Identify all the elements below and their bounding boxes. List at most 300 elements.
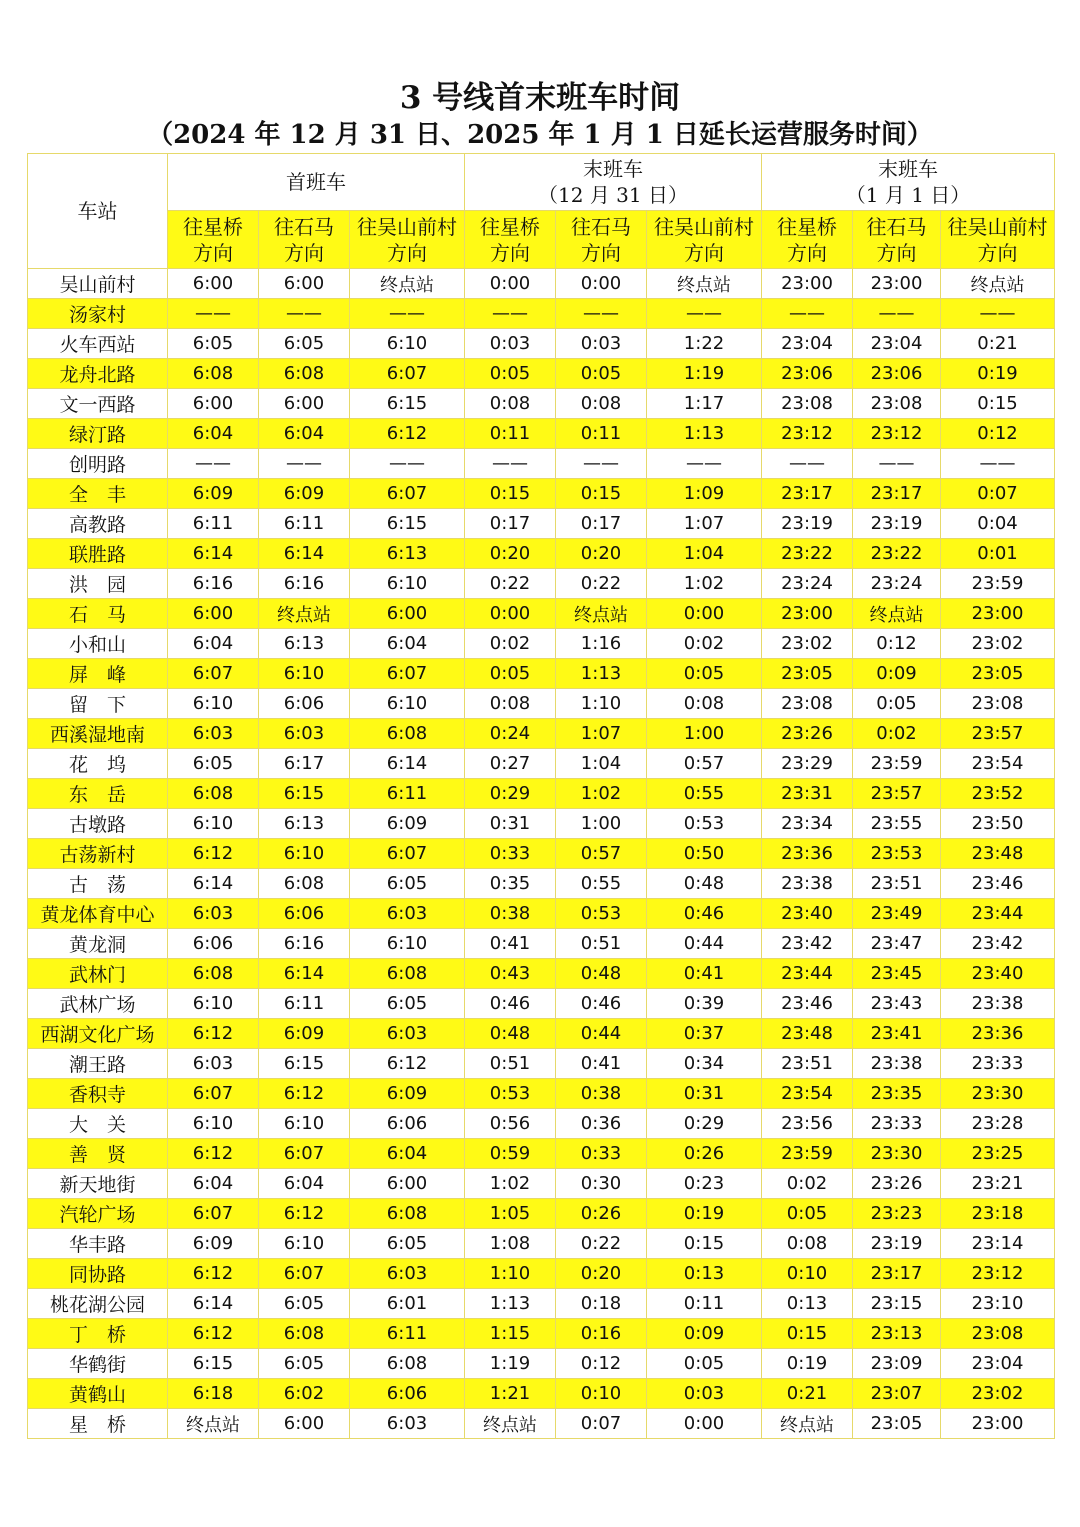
time-cell: 6:04: [350, 629, 465, 659]
time-cell: 终点站: [259, 599, 350, 629]
time-cell: 6:14: [168, 539, 259, 569]
time-cell: 0:02: [465, 629, 556, 659]
time-cell: 23:04: [853, 329, 941, 359]
time-cell: 0:03: [647, 1379, 762, 1409]
time-cell: 0:08: [465, 689, 556, 719]
time-cell: 0:05: [647, 1349, 762, 1379]
time-cell: 6:12: [350, 419, 465, 449]
station-name: 龙舟北路: [28, 359, 168, 389]
time-cell: 6:11: [168, 509, 259, 539]
time-cell: 6:00: [259, 269, 350, 299]
last-train-dec31-line2: （12 月 31 日）: [538, 183, 688, 207]
time-cell: ——: [259, 449, 350, 479]
time-cell: 6:02: [259, 1379, 350, 1409]
time-cell: 6:05: [350, 989, 465, 1019]
time-cell: 23:46: [762, 989, 853, 1019]
station-name: 武林门: [28, 959, 168, 989]
time-cell: 6:07: [259, 1139, 350, 1169]
time-cell: 6:09: [259, 1019, 350, 1049]
time-cell: 6:05: [168, 749, 259, 779]
time-cell: 0:08: [465, 389, 556, 419]
time-cell: 6:10: [168, 689, 259, 719]
table-row: [28, 329, 1055, 359]
time-cell: 0:16: [556, 1319, 647, 1349]
time-cell: 0:20: [465, 539, 556, 569]
time-cell: 0:01: [941, 539, 1055, 569]
time-cell: ——: [941, 449, 1055, 479]
time-cell: 23:08: [853, 389, 941, 419]
time-cell: 6:13: [259, 629, 350, 659]
time-cell: 1:19: [465, 1349, 556, 1379]
time-cell: 0:19: [647, 1199, 762, 1229]
time-cell: 1:19: [647, 359, 762, 389]
time-cell: 6:09: [168, 1229, 259, 1259]
time-cell: 6:07: [350, 839, 465, 869]
time-cell: 6:00: [168, 389, 259, 419]
time-cell: 23:00: [762, 599, 853, 629]
time-cell: 0:51: [465, 1049, 556, 1079]
time-cell: 6:16: [259, 569, 350, 599]
time-cell: ——: [853, 449, 941, 479]
time-cell: 23:51: [853, 869, 941, 899]
table-row: [28, 539, 1055, 569]
time-cell: 0:05: [465, 359, 556, 389]
time-cell: 23:10: [941, 1289, 1055, 1319]
time-cell: ——: [556, 449, 647, 479]
time-cell: 0:07: [556, 1409, 647, 1439]
time-cell: 0:41: [556, 1049, 647, 1079]
time-cell: 0:08: [647, 689, 762, 719]
table-row: [28, 1319, 1055, 1349]
time-cell: 0:05: [647, 659, 762, 689]
direction-label: 往星桥: [183, 214, 243, 239]
time-cell: 23:08: [941, 689, 1055, 719]
station-name: 留 下: [28, 689, 168, 719]
time-cell: 6:07: [350, 659, 465, 689]
station-name: 武林广场: [28, 989, 168, 1019]
table-row: [28, 1049, 1055, 1079]
time-cell: 6:17: [259, 749, 350, 779]
time-cell: 0:55: [647, 779, 762, 809]
time-cell: 1:22: [647, 329, 762, 359]
time-cell: 0:15: [556, 479, 647, 509]
time-cell: 23:30: [853, 1139, 941, 1169]
time-cell: 6:04: [350, 1139, 465, 1169]
time-cell: 23:26: [762, 719, 853, 749]
time-cell: 6:03: [168, 1049, 259, 1079]
time-cell: 1:21: [465, 1379, 556, 1409]
time-cell: 23:34: [762, 809, 853, 839]
time-cell: 23:30: [941, 1079, 1055, 1109]
station-name: 古 荡: [28, 869, 168, 899]
time-cell: 1:15: [465, 1319, 556, 1349]
table-row: [28, 1259, 1055, 1289]
table-row: [28, 1139, 1055, 1169]
station-name: 火车西站: [28, 329, 168, 359]
time-cell: 23:57: [853, 779, 941, 809]
time-cell: 23:22: [853, 539, 941, 569]
time-cell: ——: [647, 299, 762, 329]
time-cell: 0:56: [465, 1109, 556, 1139]
time-cell: 0:29: [465, 779, 556, 809]
time-cell: 6:12: [168, 1019, 259, 1049]
time-cell: ——: [647, 449, 762, 479]
time-cell: 0:53: [556, 899, 647, 929]
station-name: 联胜路: [28, 539, 168, 569]
time-cell: 6:11: [259, 989, 350, 1019]
time-cell: 1:02: [465, 1169, 556, 1199]
time-cell: 6:06: [350, 1379, 465, 1409]
time-cell: 23:05: [762, 659, 853, 689]
time-cell: 23:54: [941, 749, 1055, 779]
time-cell: 6:10: [259, 1229, 350, 1259]
page-title: 3 号线首末班车时间: [399, 80, 681, 116]
time-cell: 6:04: [168, 419, 259, 449]
time-cell: 终点站: [941, 269, 1055, 299]
time-cell: 0:33: [556, 1139, 647, 1169]
time-cell: 6:05: [259, 1289, 350, 1319]
time-cell: 0:03: [465, 329, 556, 359]
station-name: 黄鹤山: [28, 1379, 168, 1409]
time-cell: 0:09: [853, 659, 941, 689]
direction-header: [259, 211, 350, 269]
time-cell: 6:12: [168, 839, 259, 869]
time-cell: 6:00: [259, 1409, 350, 1439]
table-row: [28, 509, 1055, 539]
time-cell: 0:51: [556, 929, 647, 959]
time-cell: 23:48: [941, 839, 1055, 869]
direction-suffix: 方向: [284, 240, 324, 265]
time-cell: 1:10: [465, 1259, 556, 1289]
table-row: [28, 569, 1055, 599]
time-cell: 23:48: [762, 1019, 853, 1049]
table-row: [28, 989, 1055, 1019]
time-cell: 23:53: [853, 839, 941, 869]
time-cell: 终点站: [465, 1409, 556, 1439]
time-cell: 6:14: [168, 1289, 259, 1319]
direction-header-row: [28, 211, 1055, 269]
time-cell: 0:18: [556, 1289, 647, 1319]
table-row: [28, 719, 1055, 749]
time-cell: 0:36: [556, 1109, 647, 1139]
time-cell: ——: [168, 299, 259, 329]
time-cell: ——: [465, 449, 556, 479]
time-cell: 0:22: [465, 569, 556, 599]
time-cell: 0:13: [647, 1259, 762, 1289]
time-cell: 23:33: [853, 1109, 941, 1139]
table-row: [28, 899, 1055, 929]
time-cell: 0:04: [941, 509, 1055, 539]
time-cell: 23:51: [762, 1049, 853, 1079]
time-cell: 23:38: [762, 869, 853, 899]
time-cell: 6:15: [168, 1349, 259, 1379]
time-cell: 0:39: [647, 989, 762, 1019]
time-cell: 0:57: [647, 749, 762, 779]
time-cell: 0:11: [647, 1289, 762, 1319]
table-row: [28, 1229, 1055, 1259]
time-cell: 23:15: [853, 1289, 941, 1319]
time-cell: 23:56: [762, 1109, 853, 1139]
time-cell: 6:08: [168, 359, 259, 389]
station-name: 桃花湖公园: [28, 1289, 168, 1319]
time-cell: ——: [259, 299, 350, 329]
time-cell: 0:10: [556, 1379, 647, 1409]
time-cell: 0:15: [647, 1229, 762, 1259]
direction-header: [941, 211, 1055, 269]
time-cell: 6:06: [259, 899, 350, 929]
time-cell: 0:48: [556, 959, 647, 989]
station-name: 洪 园: [28, 569, 168, 599]
time-cell: 6:05: [350, 1229, 465, 1259]
direction-label: 往吴山前村: [947, 214, 1048, 239]
direction-header: [350, 211, 465, 269]
time-cell: ——: [762, 449, 853, 479]
time-cell: 终点站: [556, 599, 647, 629]
time-cell: 0:20: [556, 1259, 647, 1289]
station-name: 西湖文化广场: [28, 1019, 168, 1049]
time-cell: 23:19: [762, 509, 853, 539]
time-cell: 0:26: [556, 1199, 647, 1229]
table-row: [28, 809, 1055, 839]
time-cell: 0:05: [556, 359, 647, 389]
time-cell: 6:16: [259, 929, 350, 959]
table-row: [28, 629, 1055, 659]
table-row: [28, 1199, 1055, 1229]
time-cell: 6:00: [168, 599, 259, 629]
time-cell: 6:09: [168, 479, 259, 509]
time-cell: 6:08: [350, 1349, 465, 1379]
time-cell: 23:38: [941, 989, 1055, 1019]
table-row: [28, 389, 1055, 419]
time-cell: 1:07: [647, 509, 762, 539]
time-cell: 23:38: [853, 1049, 941, 1079]
time-cell: 23:17: [853, 479, 941, 509]
time-cell: 6:10: [259, 839, 350, 869]
time-cell: 0:53: [647, 809, 762, 839]
time-cell: 0:00: [647, 599, 762, 629]
time-cell: 6:08: [259, 869, 350, 899]
time-cell: 0:22: [556, 569, 647, 599]
time-cell: ——: [168, 449, 259, 479]
last-train-jan1-header: [762, 154, 1055, 211]
time-cell: 6:12: [168, 1259, 259, 1289]
time-cell: 0:12: [556, 1349, 647, 1379]
time-cell: 6:12: [259, 1199, 350, 1229]
time-cell: 0:00: [465, 599, 556, 629]
time-cell: 6:04: [259, 1169, 350, 1199]
time-cell: 6:07: [168, 1199, 259, 1229]
time-cell: 23:02: [941, 1379, 1055, 1409]
time-cell: 6:00: [168, 269, 259, 299]
last-train-dec31-header: [465, 154, 762, 211]
time-cell: 23:17: [762, 479, 853, 509]
time-cell: 6:00: [350, 599, 465, 629]
time-cell: 0:08: [762, 1229, 853, 1259]
station-name: 吴山前村: [28, 269, 168, 299]
table-row: [28, 1109, 1055, 1139]
table-row: [28, 1289, 1055, 1319]
time-cell: 6:07: [168, 659, 259, 689]
time-cell: ——: [556, 299, 647, 329]
time-cell: 23:57: [941, 719, 1055, 749]
station-name: 同协路: [28, 1259, 168, 1289]
time-cell: 0:31: [465, 809, 556, 839]
time-cell: 6:14: [259, 539, 350, 569]
time-cell: 23:06: [853, 359, 941, 389]
time-cell: 23:40: [762, 899, 853, 929]
time-cell: 6:03: [168, 719, 259, 749]
table-row: [28, 419, 1055, 449]
time-cell: 6:07: [350, 359, 465, 389]
time-cell: 23:17: [853, 1259, 941, 1289]
time-cell: 0:44: [647, 929, 762, 959]
time-cell: 23:05: [941, 659, 1055, 689]
time-cell: 23:02: [762, 629, 853, 659]
time-cell: 0:17: [556, 509, 647, 539]
time-cell: 6:10: [168, 1109, 259, 1139]
table-row: [28, 869, 1055, 899]
time-cell: 1:13: [556, 659, 647, 689]
time-cell: 23:36: [941, 1019, 1055, 1049]
time-cell: 23:13: [853, 1319, 941, 1349]
time-cell: 0:15: [762, 1319, 853, 1349]
time-cell: 23:42: [941, 929, 1055, 959]
time-cell: 1:09: [647, 479, 762, 509]
time-cell: 0:59: [465, 1139, 556, 1169]
time-cell: 1:10: [556, 689, 647, 719]
table-row: [28, 359, 1055, 389]
time-cell: 0:43: [465, 959, 556, 989]
time-cell: 0:38: [465, 899, 556, 929]
station-name: 大 关: [28, 1109, 168, 1139]
time-cell: 0:46: [647, 899, 762, 929]
time-cell: ——: [853, 299, 941, 329]
time-cell: 0:02: [853, 719, 941, 749]
table-row: [28, 839, 1055, 869]
time-cell: 0:53: [465, 1079, 556, 1109]
time-cell: 0:35: [465, 869, 556, 899]
direction-label: 往石马: [571, 214, 632, 239]
direction-suffix: 方向: [684, 240, 725, 265]
time-cell: ——: [941, 299, 1055, 329]
time-cell: 0:08: [556, 389, 647, 419]
time-cell: 0:12: [941, 419, 1055, 449]
station-name: 华丰路: [28, 1229, 168, 1259]
time-cell: 6:14: [259, 959, 350, 989]
time-cell: 1:17: [647, 389, 762, 419]
time-cell: 23:49: [853, 899, 941, 929]
time-cell: 6:09: [350, 1079, 465, 1109]
time-cell: 23:28: [941, 1109, 1055, 1139]
time-cell: 6:15: [350, 389, 465, 419]
time-cell: 0:46: [556, 989, 647, 1019]
direction-header: [168, 211, 259, 269]
time-cell: 23:40: [941, 959, 1055, 989]
time-cell: 0:31: [647, 1079, 762, 1109]
station-name: 绿汀路: [28, 419, 168, 449]
direction-label: 往吴山前村: [654, 214, 755, 239]
time-cell: 1:08: [465, 1229, 556, 1259]
time-cell: 6:08: [259, 1319, 350, 1349]
time-cell: 6:05: [168, 329, 259, 359]
time-cell: 0:41: [465, 929, 556, 959]
time-cell: 0:27: [465, 749, 556, 779]
time-cell: 23:35: [853, 1079, 941, 1109]
table-row: [28, 1409, 1055, 1439]
direction-suffix: 方向: [490, 240, 531, 265]
time-cell: 0:48: [465, 1019, 556, 1049]
station-name: 善 贤: [28, 1139, 168, 1169]
station-name: 古荡新村: [28, 839, 168, 869]
time-cell: 0:10: [762, 1259, 853, 1289]
time-cell: 6:10: [350, 689, 465, 719]
time-cell: 0:24: [465, 719, 556, 749]
table-row: [28, 749, 1055, 779]
time-cell: 0:33: [465, 839, 556, 869]
time-cell: 23:36: [762, 839, 853, 869]
direction-label: 往吴山前村: [357, 214, 457, 239]
time-cell: 1:05: [465, 1199, 556, 1229]
time-cell: 23:29: [762, 749, 853, 779]
time-cell: 23:12: [762, 419, 853, 449]
direction-suffix: 方向: [876, 240, 917, 265]
table-row: [28, 299, 1055, 329]
time-cell: 23:42: [762, 929, 853, 959]
time-cell: 6:14: [350, 749, 465, 779]
time-cell: 6:15: [259, 779, 350, 809]
direction-suffix: 方向: [193, 240, 233, 265]
time-cell: 0:09: [647, 1319, 762, 1349]
time-cell: 23:59: [853, 749, 941, 779]
table-row: [28, 689, 1055, 719]
direction-header: [556, 211, 647, 269]
time-cell: 6:14: [168, 869, 259, 899]
time-cell: 23:59: [762, 1139, 853, 1169]
time-cell: 6:03: [168, 899, 259, 929]
station-name: 汤家村: [28, 299, 168, 329]
station-name: 西溪湿地南: [28, 719, 168, 749]
time-cell: 终点站: [853, 599, 941, 629]
table-row: [28, 269, 1055, 299]
last-train-jan1-line1: 末班车: [878, 157, 939, 181]
last-train-jan1-line2: （1 月 1 日）: [845, 183, 971, 207]
time-cell: 终点站: [762, 1409, 853, 1439]
time-cell: 6:05: [259, 329, 350, 359]
table-row: [28, 929, 1055, 959]
time-cell: 0:15: [941, 389, 1055, 419]
time-cell: 终点站: [647, 269, 762, 299]
time-cell: 6:13: [350, 539, 465, 569]
time-cell: 23:18: [941, 1199, 1055, 1229]
time-cell: 6:09: [259, 479, 350, 509]
time-cell: 0:02: [762, 1169, 853, 1199]
time-cell: 23:26: [853, 1169, 941, 1199]
direction-label: 往星桥: [480, 214, 541, 239]
time-cell: 6:03: [350, 1019, 465, 1049]
time-cell: 0:03: [556, 329, 647, 359]
time-cell: 0:44: [556, 1019, 647, 1049]
time-cell: 6:04: [168, 629, 259, 659]
direction-suffix: 方向: [977, 240, 1018, 265]
time-cell: 1:04: [556, 749, 647, 779]
table-row: [28, 599, 1055, 629]
time-cell: 0:15: [465, 479, 556, 509]
time-cell: ——: [465, 299, 556, 329]
station-name: 黄龙洞: [28, 929, 168, 959]
time-cell: 6:08: [350, 1199, 465, 1229]
time-cell: 0:17: [465, 509, 556, 539]
time-cell: 6:05: [350, 869, 465, 899]
